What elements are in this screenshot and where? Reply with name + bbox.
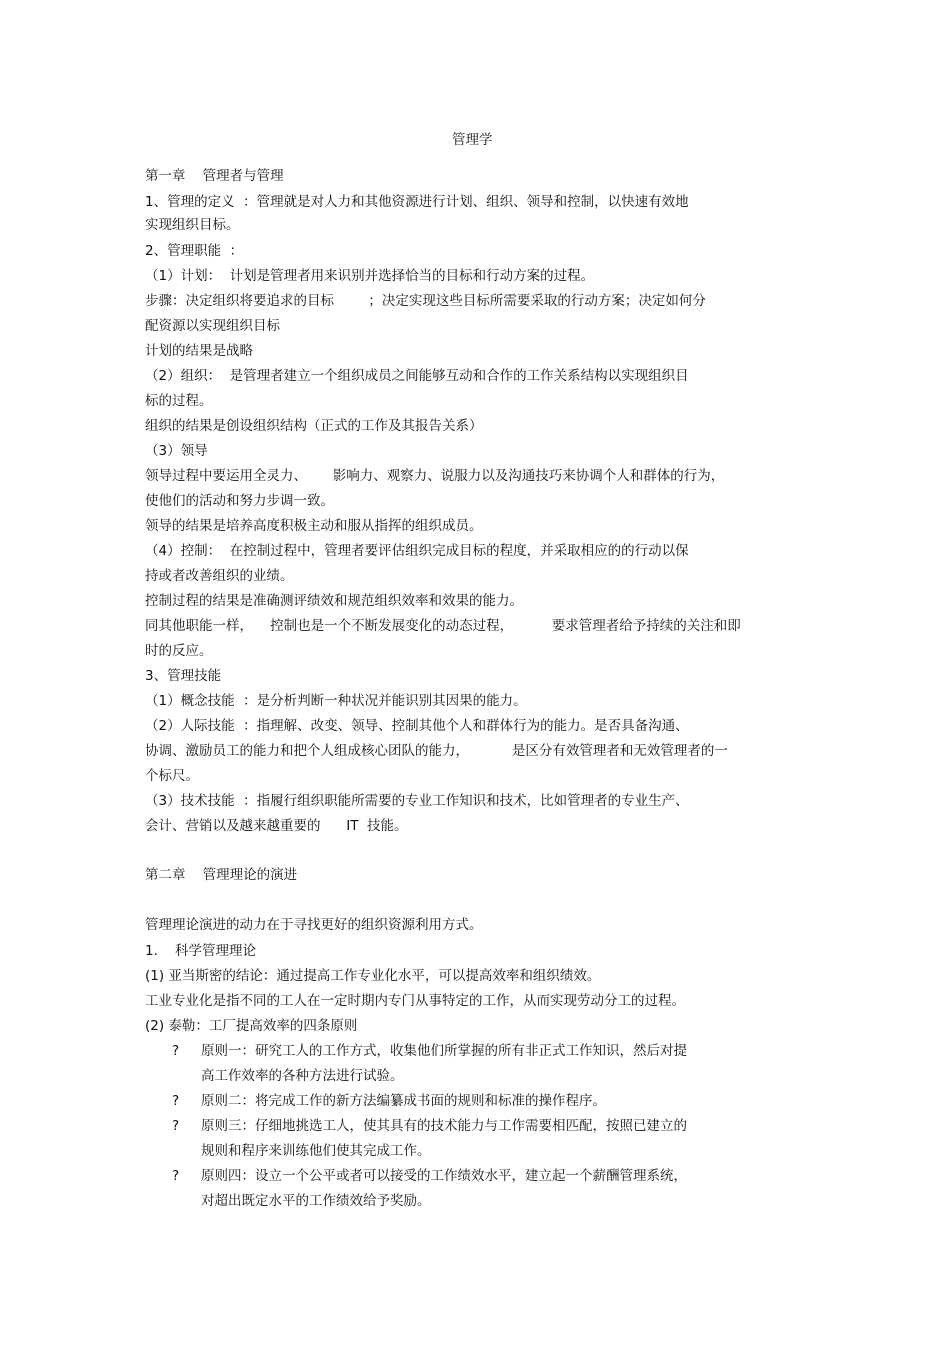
paragraph-line: (1) 亚当斯密的结论：通过提高工作专业化水平，可以提高效率和组织绩效。 xyxy=(145,968,601,984)
page-title: 管理学 xyxy=(452,132,493,148)
paragraph-line: （2）人际技能 ：指理解、改变、领导、控制其他个人和群体行为的能力。是否具备沟通、 xyxy=(145,718,689,734)
paragraph-line: 控制过程的结果是准确测评绩效和规范组织效率和效果的能力。 xyxy=(145,593,523,609)
chapter-1-heading: 第一章 管理者与管理 xyxy=(145,168,284,184)
paragraph-line: （4）控制： 在控制过程中，管理者要评估组织完成目标的程度，并采取相应的的行动以保 xyxy=(145,543,689,559)
paragraph-line: 实现组织目标。 xyxy=(145,217,240,233)
bullet-marker: ? xyxy=(172,1168,180,1184)
section-heading: 2、管理职能 ： xyxy=(145,243,244,259)
section-heading: 3、管理技能 xyxy=(145,668,222,684)
bullet-marker: ? xyxy=(172,1118,180,1134)
list-item: 原则四：设立一个公平或者可以接受的工作绩效水平，建立起一个薪酬管理系统， xyxy=(201,1168,687,1184)
paragraph-line: 管理理论演进的动力在于寻找更好的组织资源利用方式。 xyxy=(145,917,483,933)
paragraph-line: 领导的结果是培养高度积极主动和服从指挥的组织成员。 xyxy=(145,518,483,534)
paragraph-line: 计划的结果是战略 xyxy=(145,343,253,359)
paragraph-line: 工业专业化是指不同的工人在一定时期内专门从事特定的工作，从而实现劳动分工的过程。 xyxy=(145,993,685,1009)
paragraph-line: 会计、营销以及越来越重要的 IT 技能。 xyxy=(145,818,408,834)
paragraph-line: 1、管理的定义 ：管理就是对人力和其他资源进行计划、组织、领导和控制，以快速有效地 xyxy=(145,194,689,210)
paragraph-line: （3）领导 xyxy=(145,443,208,459)
list-item: 规则和程序来训练他们使其完成工作。 xyxy=(201,1143,431,1159)
bullet-marker: ? xyxy=(172,1043,180,1059)
paragraph-line: 领导过程中要运用全灵力、 影响力、观察力、说服力以及沟通技巧来协调个人和群体的行为， xyxy=(145,468,725,484)
paragraph-line: (2) 泰勒：工厂提高效率的四条原则 xyxy=(145,1018,358,1034)
paragraph-line: 时的反应。 xyxy=(145,643,213,659)
paragraph-line: 标的过程。 xyxy=(145,393,213,409)
paragraph-line: 使他们的活动和努力步调一致。 xyxy=(145,493,334,509)
paragraph-line: 配资源以实现组织目标 xyxy=(145,318,280,334)
paragraph-line: 步骤：决定组织将要追求的目标 ；决定实现这些目标所需要采取的行动方案；决定如何分 xyxy=(145,293,706,309)
paragraph-line: 协调、激励员工的能力和把个人组成核心团队的能力， 是区分有效管理者和无效管理者的一 xyxy=(145,743,728,759)
paragraph-line: （1）概念技能 ：是分析判断一种状况并能识别其因果的能力。 xyxy=(145,693,527,709)
list-item: 高工作效率的各种方法进行试验。 xyxy=(201,1068,404,1084)
list-item: 原则二：将完成工作的新方法编纂成书面的规则和标准的操作程序。 xyxy=(201,1093,606,1109)
list-item: 原则三：仔细地挑选工人，使其具有的技术能力与工作需要相匹配，按照已建立的 xyxy=(201,1118,687,1134)
paragraph-line: （1）计划： 计划是管理者用来识别并选择恰当的目标和行动方案的过程。 xyxy=(145,268,595,284)
paragraph-line: （3）技术技能 ：指履行组织职能所需要的专业工作知识和技术，比如管理者的专业生产、 xyxy=(145,793,689,809)
paragraph-line: 同其他职能一样， 控制也是一个不断发展变化的动态过程， 要求管理者给予持续的关注和即 xyxy=(145,618,741,634)
paragraph-line: （2）组织： 是管理者建立一个组织成员之间能够互动和合作的工作关系结构以实现组织目 xyxy=(145,368,689,384)
list-item: 原则一：研究工人的工作方式，收集他们所掌握的所有非正式工作知识，然后对提 xyxy=(201,1043,687,1059)
chapter-2-heading: 第二章 管理理论的演进 xyxy=(145,867,298,883)
bullet-marker: ? xyxy=(172,1093,180,1109)
paragraph-line: 组织的结果是创设组织结构（正式的工作及其报告关系） xyxy=(145,418,483,434)
list-item: 对超出既定水平的工作绩效给予奖励。 xyxy=(201,1193,431,1209)
paragraph-line: 个标尺。 xyxy=(145,768,199,784)
section-heading: 1. 科学管理理论 xyxy=(145,943,257,959)
paragraph-line: 持或者改善组织的业绩。 xyxy=(145,568,294,584)
